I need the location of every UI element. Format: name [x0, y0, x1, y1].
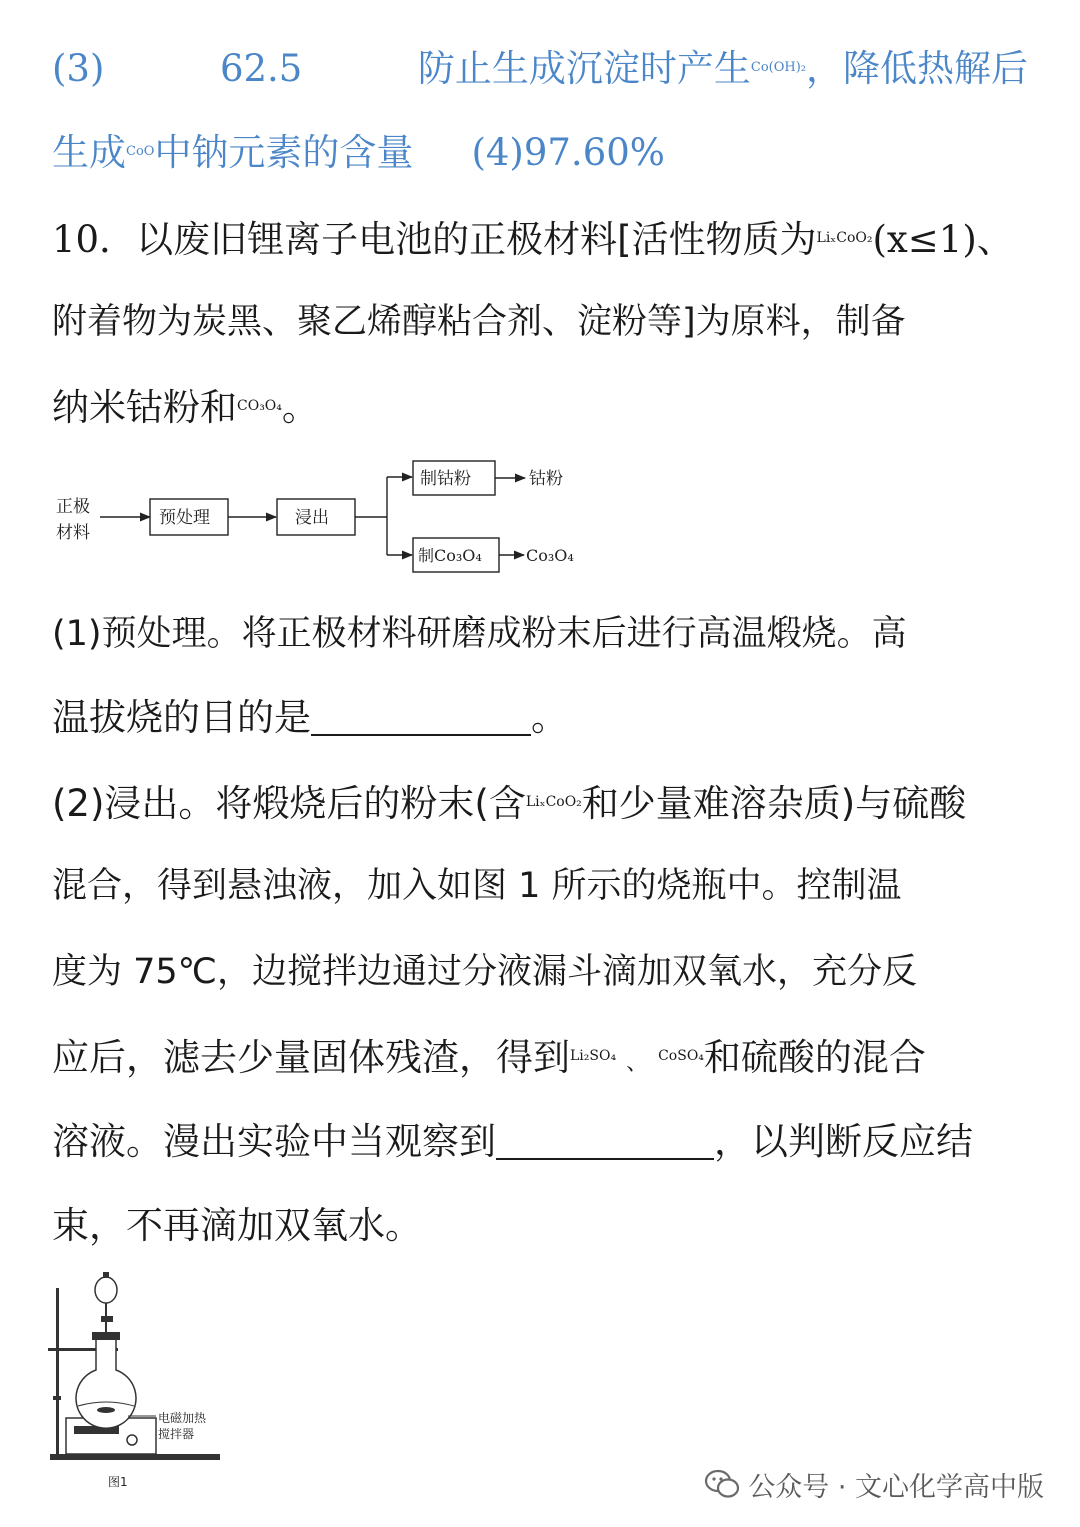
question-line3-text: 纳米钴粉和: [52, 386, 237, 429]
flask-stopper: [92, 1332, 120, 1340]
answer-reason-text: 防止生成沉淀时产生: [417, 47, 751, 90]
part2-text-5a: 溶液。漫出实验中当观察到: [52, 1120, 496, 1163]
watermark-text: 公众号 · 文心化学高中版: [748, 1471, 1044, 1503]
device-label-1: 电磁加热: [158, 1411, 207, 1425]
answer-part3-value: 62.5: [219, 47, 303, 90]
part2-line-6: [52, 1196, 1028, 1256]
question-formula-co3o4: CO₃O₄: [237, 398, 282, 414]
question-line-1: [52, 208, 1028, 268]
part2-line-3: [52, 942, 1028, 1002]
flow-step-co3o4: 制Co₃O₄: [418, 546, 482, 565]
round-flask: [76, 1338, 136, 1428]
part2-formula-licoo2: LiₓCoO₂: [525, 794, 582, 810]
part2-text-a: (2)浸出。将煅烧后的粉末(含: [52, 782, 526, 825]
part2-formula-coso4: CoSO₄: [658, 1048, 704, 1064]
part2-line-2: [52, 856, 1028, 916]
part2-text-4a: 应后，滤去少量固体残渣，得到: [52, 1036, 570, 1079]
device-label-2: 搅拌器: [158, 1427, 195, 1441]
answer-line2-text-a: 生成: [52, 131, 126, 174]
part2-text-3: 度为 75℃，边搅拌边通过分液漏斗滴加双氧水，充分反: [52, 952, 917, 992]
flow-output-co3o4: Co₃O₄: [526, 546, 574, 565]
answer-line2-text-b: 中钠元素的含量: [154, 131, 414, 174]
flow-input-label-2: 材料: [56, 523, 90, 543]
part1-line-2: [52, 688, 1028, 748]
answer-part4: (4)97.60%: [471, 131, 665, 174]
part2-text-b: 和少量难溶杂质)与硫酸: [581, 782, 967, 825]
clamp-knob: [53, 1396, 61, 1400]
flow-step-leach: 浸出: [295, 508, 329, 528]
funnel-cap: [103, 1272, 109, 1278]
figure-caption: 图1: [108, 1475, 128, 1489]
question-line3-end: 。: [281, 386, 319, 429]
wechat-icon: [704, 1468, 740, 1500]
question-line-2: [52, 292, 1028, 352]
process-flowchart: [50, 455, 610, 580]
part2-text-4b: 和硫酸的混合: [703, 1036, 926, 1079]
part2-separator: 、: [626, 1051, 649, 1076]
part2-text-6: 束，不再滴加双氧水。: [52, 1204, 422, 1247]
part2-line-4: [52, 1026, 1028, 1086]
part2-text-5b: ，以判断反应结: [714, 1120, 973, 1163]
question-condition: (x≤1)、: [872, 218, 1014, 261]
answer-blank-1[interactable]: [311, 694, 531, 736]
answer-blank-2[interactable]: [496, 1118, 714, 1160]
answer-formula-coo: CoO: [126, 144, 155, 159]
flow-step-cobalt: 制钴粉: [420, 469, 471, 489]
stir-bar: [97, 1407, 115, 1413]
part1-line-1: [52, 604, 1028, 664]
question-line1-text: 以废旧锂离子电池的正极材料[活性物质为: [136, 218, 817, 261]
question-line-3: [52, 376, 1028, 436]
part1-end: 。: [531, 696, 568, 739]
stand-rod: [56, 1288, 59, 1460]
flow-input-label-1: 正极: [56, 497, 90, 517]
question-formula-licoo2: LiₓCoO₂: [816, 230, 873, 246]
part2-line-1: [52, 772, 1028, 832]
answer-part3-reason: [418, 38, 1028, 99]
part2-line-5: [52, 1112, 1028, 1172]
part2-formula-li2so4: Li₂SO₄: [570, 1048, 617, 1064]
question-number: 10．: [52, 218, 137, 261]
funnel-stopcock: [101, 1316, 113, 1322]
wechat-watermark: [704, 1462, 1044, 1506]
question-line2-text: 附着物为炭黑、聚乙烯醇粘合剂、淀粉等]为原料，制备: [52, 302, 906, 342]
answer-formula-cooh2: Co(OH)₂: [750, 60, 806, 75]
stand-base: [50, 1454, 220, 1460]
separatory-funnel: [95, 1277, 117, 1303]
part1-question: 温拔烧的目的是: [52, 696, 311, 739]
answer-line-2: [52, 122, 1028, 182]
part2-text-2: 混合，得到悬浊液，加入如图 1 所示的烧瓶中。控制温: [52, 866, 902, 906]
answer-reason-text-2: ，降低热解后: [806, 47, 1028, 90]
figure-apparatus: [48, 1268, 248, 1498]
flow-step-pretreat: 预处理: [159, 508, 210, 528]
part1-text: (1)预处理。将正极材料研磨成粉末后进行高温煅烧。高: [52, 614, 907, 654]
flow-output-cobalt: 钴粉: [529, 469, 563, 489]
answer-part3-label: (3): [52, 47, 105, 90]
answer-line-1: [52, 38, 1028, 98]
